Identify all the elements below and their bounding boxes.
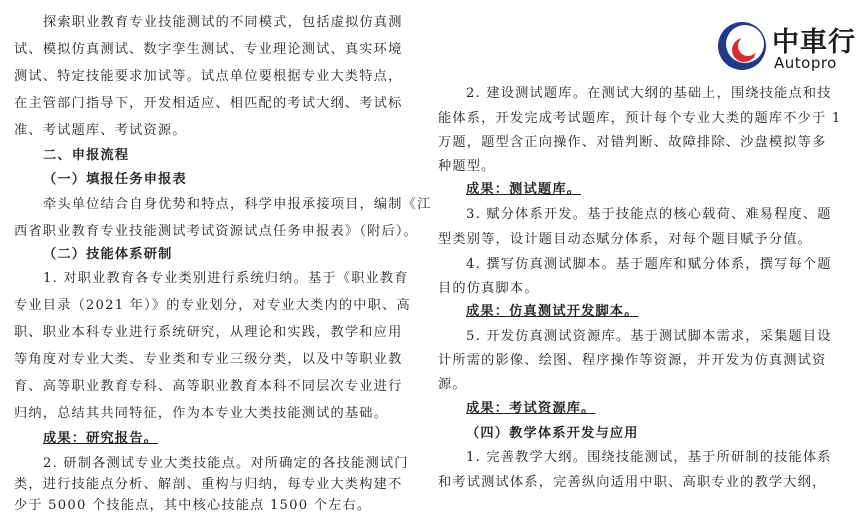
body-line: 准、考试题库、考试资源。 <box>14 123 187 138</box>
subsection-heading: （一）填报任务申报表 <box>43 172 187 187</box>
body-line: 2. 研制各测试专业大类技能点。对所确定的各技能测试门 <box>43 456 409 471</box>
body-line: 计所需的影像、绘图、程序操作等资源，并开发为仿真测试资 <box>438 353 827 368</box>
logo-subtitle: Autopro <box>774 54 837 72</box>
result-label: 成果：仿真测试开发脚本。 <box>466 304 639 319</box>
body-line: 1. 对职业教育各专业类别进行系统归纳。基于《职业教育 <box>43 271 409 286</box>
body-line: 在主管部门指导下，开发相适应、相匹配的考试大纲、考试标 <box>14 96 403 111</box>
body-line: 目的仿真脚本。 <box>438 281 539 296</box>
body-line: 型类别等，设计题目动态赋分体系，对每个题目赋予分值。 <box>438 232 813 247</box>
subsection-heading: （四）教学体系开发与应用 <box>466 426 639 441</box>
body-line: 职、职业本科专业进行系统研究，从理论和实践，教学和应用 <box>14 325 403 340</box>
body-line: 专业目录（2021 年）》的专业划分，对专业大类内的中职、高 <box>14 298 411 313</box>
body-line: 育、高等职业教育专科、高等职业教育本科不同层次专业进行 <box>14 379 403 394</box>
body-line: 源。 <box>438 377 467 392</box>
result-label: 成果：研究报告。 <box>43 431 159 446</box>
body-line: 牵头单位结合自身优势和特点，科学申报承接项目，编制《江 <box>43 197 432 212</box>
body-line: 4. 撰写仿真测试脚本。基于题库和赋分体系，撰写每个题 <box>466 257 832 272</box>
body-line: 种题型。 <box>438 159 496 174</box>
body-line: 试、模拟仿真测试、数字孪生测试、专业理论测试、真实环境 <box>14 42 403 57</box>
body-line: 3. 赋分体系开发。基于技能点的核心载荷、难易程度、题 <box>466 207 832 222</box>
body-line: 类，进行技能点分析、解剖、重构与归纳，每专业大类构建不 <box>14 477 403 492</box>
body-line: 1. 完善教学大纲。围绕技能测试，基于所研制的技能体系 <box>466 450 832 465</box>
body-line: 少于 5000 个技能点，其中核心技能点 1500 个左右。 <box>14 498 372 513</box>
body-line: 测试、特定技能要求加试等。试点单位要根据专业大类特点， <box>14 69 403 84</box>
section-heading: 二、申报流程 <box>43 148 130 163</box>
body-line: 探索职业教育专业技能测试的不同模式，包括虚拟仿真测 <box>43 15 403 30</box>
body-line: 和考试测试体系，完善纵向适用中职、高职专业的教学大纲， <box>438 475 827 490</box>
body-line: 5. 开发仿真测试资源库。基于测试脚本需求，采集题目设 <box>466 329 832 344</box>
subsection-heading: （二）技能体系研制 <box>43 247 173 262</box>
autopro-logo-emblem-icon <box>714 18 770 74</box>
body-line: 能体系，开发完成考试题库，预计每个专业大类的题库不少于 1 <box>438 111 842 126</box>
autopro-logo <box>714 18 854 74</box>
body-line: 等角度对专业大类、专业类和专业三级分类，以及中等职业教 <box>14 352 403 367</box>
body-line: 归纳，总结其共同特征，作为本专业大类技能测试的基础。 <box>14 406 389 421</box>
result-label: 成果：考试资源库。 <box>466 401 596 416</box>
body-line: 西省职业教育专业技能测试考试资源试点任务申报表》（附后）。 <box>14 224 419 239</box>
body-line: 万题，题型含正向操作、对错判断、故障排除、沙盘模拟等多 <box>438 135 827 150</box>
result-label: 成果：测试题库。 <box>466 182 582 197</box>
body-line: 2. 建设测试题库。在测试大纲的基础上，围绕技能点和技 <box>466 86 832 101</box>
logo-name: 中車行 <box>772 27 856 58</box>
